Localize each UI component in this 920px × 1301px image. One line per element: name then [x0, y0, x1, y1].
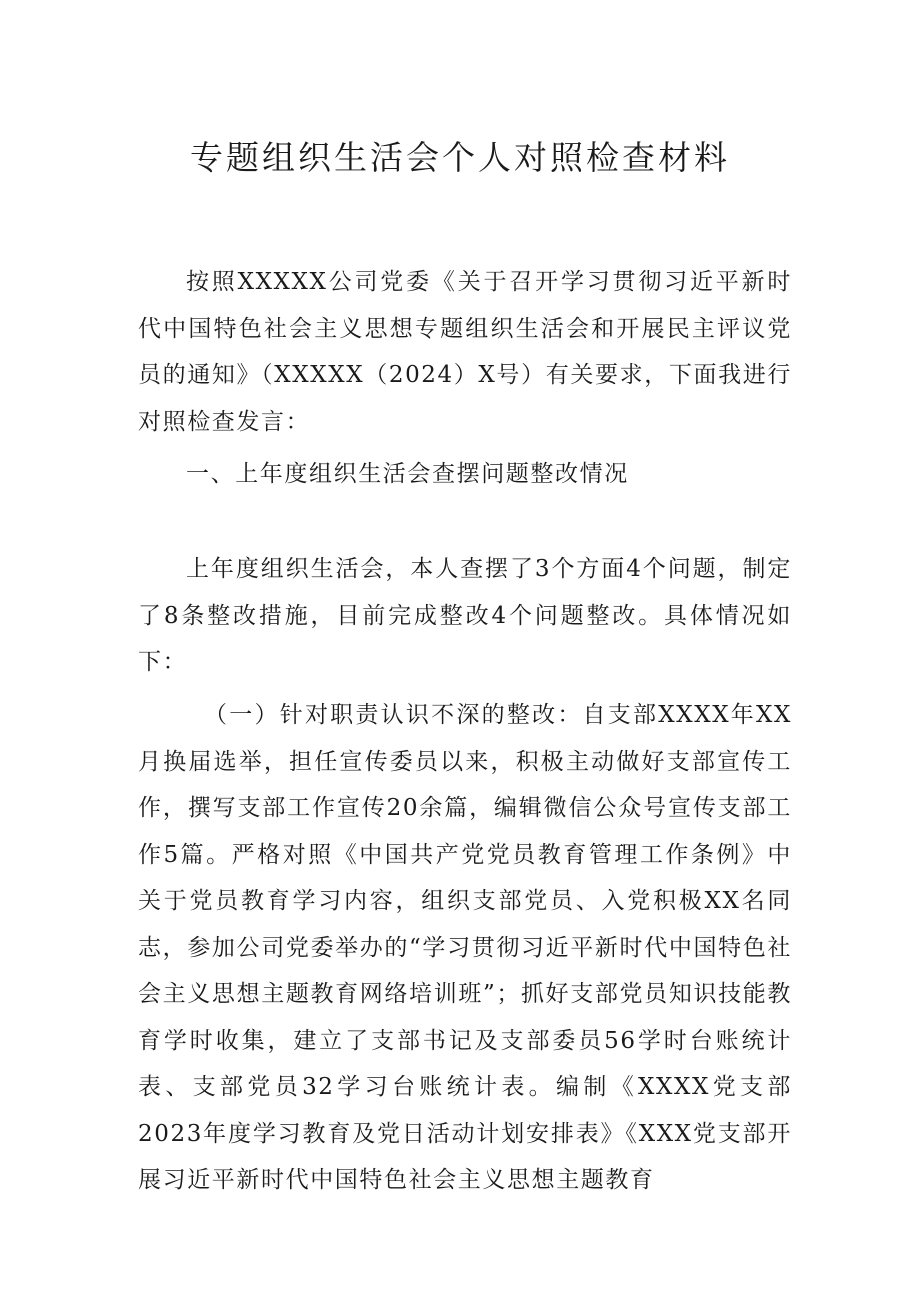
- item-paragraph: （一）针对职责认识不深的整改：自支部XXXX年XX月换届选举，担任宣传委员以来，积极主动做好支部宣传工作，撰写支部工作宣传20余篇，编辑微信公众号宣传支部工作5篇。严格对照《中国共产党党员教育管理工作条例》中关于党员教育学习内容，组织支部党员、入党积极XX名同志，参加公司党委举办的“学习贯彻习近平新时代中国特色社会主义思想主题教育网络培训班”；抓好支部党员知识技能教育学时收集，建立了支部书记及支部委员56学时台账统计表、支部党员32学习台账统计表。编制《XXXX党支部2023年度学习教育及党日活动计划安排表》《XXX党支部开展习近平新时代中国特色社会主义思想主题教育: [138, 702, 792, 1193]
- intro-paragraph: 按照XXXXX公司党委《关于召开学习贯彻习近平新时代中国特色社会主义思想专题组织生活会和开展民主评议党员的通知》（XXXXX（2024）X号）有关要求，下面我进行对照检查发言：: [138, 269, 792, 435]
- summary-paragraph: 上年度组织生活会，本人查摆了3个方面4个问题，制定了8条整改措施，目前完成整改4个问题整改。具体情况如下：: [138, 556, 792, 675]
- section-heading: 一、上年度组织生活会查摆问题整改情况: [186, 461, 629, 487]
- document-title: 专题组织生活会个人对照检查材料: [190, 138, 730, 177]
